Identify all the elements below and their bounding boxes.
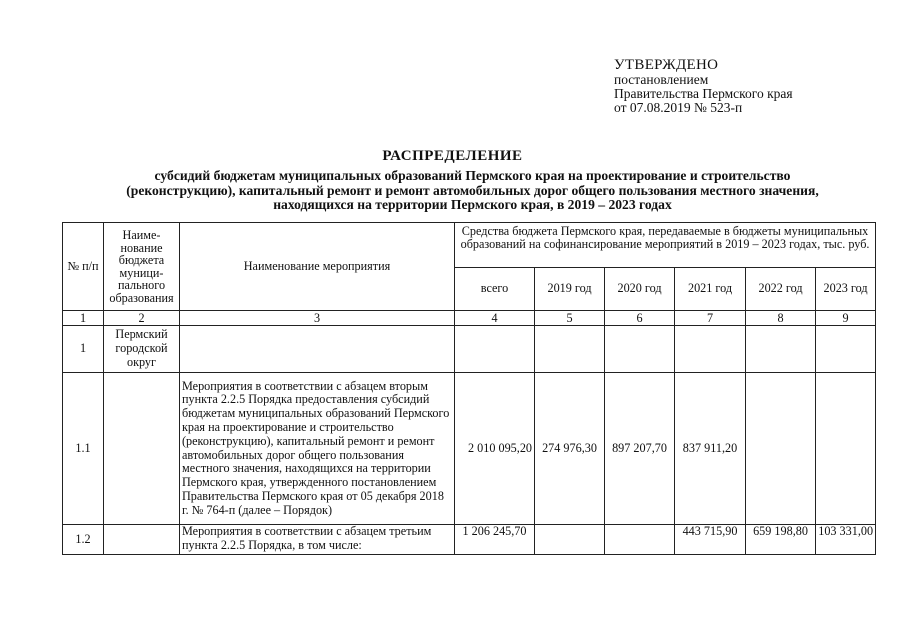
col-number: 4 — [455, 311, 535, 326]
header-budget: Наиме-нование бюджета муници-пального образования — [104, 223, 180, 311]
subtitle-line-1: субсидий бюджетам муниципальных образований Пермского края на проектирование и строительство — [154, 168, 791, 183]
row-num: 1.2 — [63, 525, 104, 555]
approval-line-1: постановлением — [614, 72, 709, 87]
col-number: 3 — [180, 311, 455, 326]
document-subtitle — [60, 169, 885, 213]
header-2021: 2021 год — [675, 268, 746, 311]
row-2021: 837 911,20 — [675, 373, 746, 525]
header-num: № п/п — [63, 223, 104, 311]
row-num: 1.1 — [63, 373, 104, 525]
col-number: 9 — [816, 311, 876, 326]
row-2020: 897 207,70 — [605, 373, 675, 525]
approval-heading: УТВЕРЖДЕНО — [614, 57, 719, 73]
row-2019 — [535, 326, 605, 373]
col-number: 6 — [605, 311, 675, 326]
col-number: 7 — [675, 311, 746, 326]
subtitle-line-3: находящихся на территории Пермского края, в 2019 – 2023 годах — [273, 197, 672, 212]
header-row-1 — [63, 223, 876, 268]
subtitle-line-2: (реконструкцию), капитальный ремонт и ремонт автомобильных дорог общего пользования местного значения, — [126, 182, 819, 198]
table-row — [63, 326, 876, 373]
row-total: 2 010 095,20 — [455, 373, 535, 525]
row-total: 1 206 245,70 — [455, 525, 535, 555]
document-title: РАСПРЕДЕЛЕНИЕ — [382, 148, 523, 164]
col-number: 8 — [746, 311, 816, 326]
row-2020 — [605, 525, 675, 555]
header-total: всего — [455, 268, 535, 311]
header-2020: 2020 год — [605, 268, 675, 311]
row-event: Мероприятия в соответствии с абзацем вторым пункта 2.2.5 Порядка предоставления субсидий бюджетам муниципальных образований Пермского края на проектирование и строительство (реконструкцию), капитальный ремонт и ремонт автомобильных дорог общего пользования местного значения, находящихся на территории Пермского края, утвержденного постановлением Правительства Пермского края от 05 декабря 2018 г. № 764-п (далее – Порядок) — [180, 373, 455, 525]
table-row — [63, 525, 876, 555]
row-budget — [104, 373, 180, 525]
row-2021: 443 715,90 — [675, 525, 746, 555]
row-2022 — [746, 373, 816, 525]
col-number: 5 — [535, 311, 605, 326]
table-row — [63, 373, 876, 525]
row-event — [180, 326, 455, 373]
approval-line-2: Правительства Пермского края — [614, 86, 793, 101]
row-2019: 274 976,30 — [535, 373, 605, 525]
row-total — [455, 326, 535, 373]
header-2023: 2023 год — [816, 268, 876, 311]
row-2020 — [605, 326, 675, 373]
header-event: Наименование мероприятия — [180, 223, 455, 311]
row-budget: Пермский городской округ — [104, 326, 180, 373]
row-2022: 659 198,80 — [746, 525, 816, 555]
row-2019 — [535, 525, 605, 555]
header-2019: 2019 год — [535, 268, 605, 311]
header-funds: Средства бюджета Пермского края, передаваемые в бюджеты муниципальных образований на софинансирование мероприятий в 2019 – 2023 годах, тыс. руб. — [455, 223, 876, 268]
row-event: Мероприятия в соответствии с абзацем третьим пункта 2.2.5 Порядка, в том числе: — [180, 525, 455, 555]
row-budget — [104, 525, 180, 555]
row-num: 1 — [63, 326, 104, 373]
approval-line-3: от 07.08.2019 № 523-п — [614, 100, 743, 115]
row-2021 — [675, 326, 746, 373]
row-2023: 103 331,00 — [816, 525, 876, 555]
column-number-row — [63, 311, 876, 326]
row-2022 — [746, 326, 816, 373]
header-2022: 2022 год — [746, 268, 816, 311]
col-number: 1 — [63, 311, 104, 326]
row-2023 — [816, 373, 876, 525]
distribution-table — [62, 222, 876, 555]
row-2023 — [816, 326, 876, 373]
approval-stamp — [614, 57, 894, 115]
col-number: 2 — [104, 311, 180, 326]
